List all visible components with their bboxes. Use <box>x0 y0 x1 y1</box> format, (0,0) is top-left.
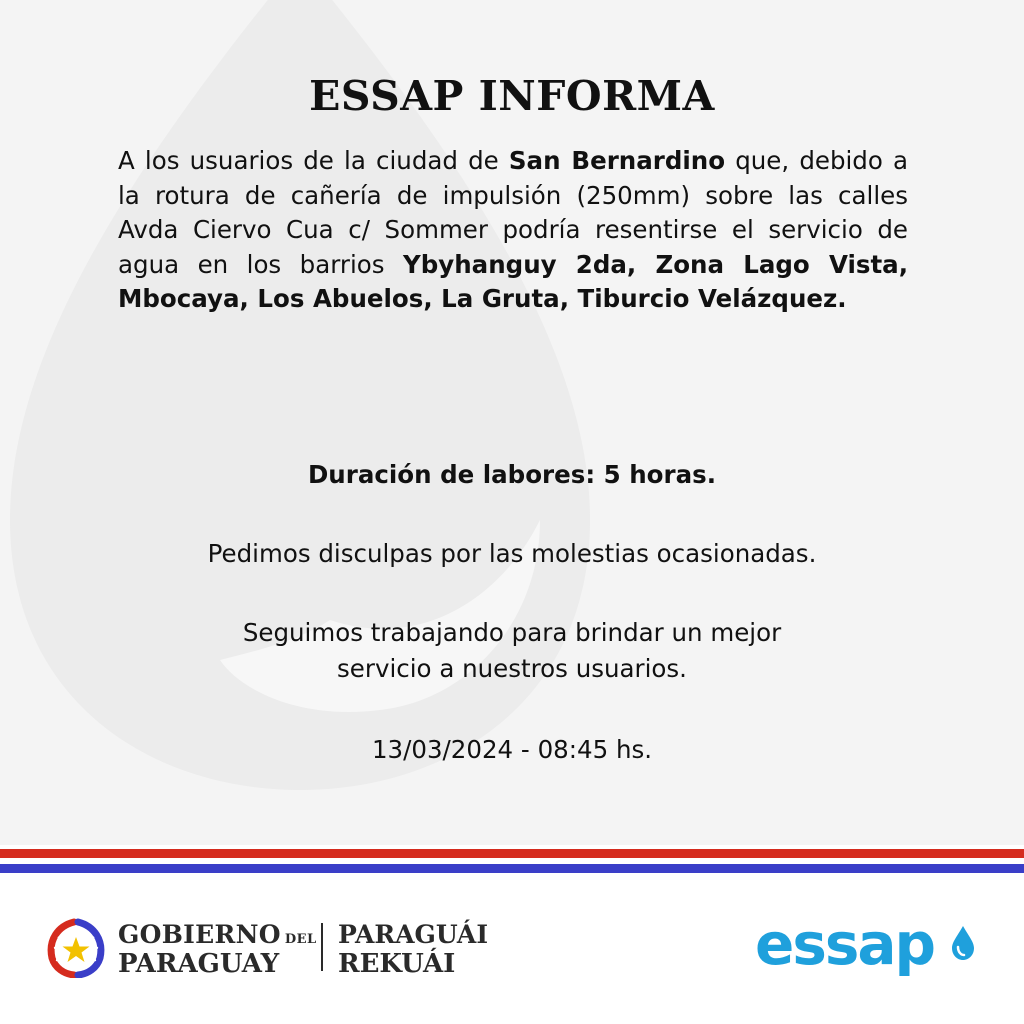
essap-logo: essap <box>755 910 935 978</box>
affected-neighborhoods: Ybyhanguy 2da, Zona Lago Vista, Mbocaya, Los Abuelos, La Gruta, Tiburcio Velázquez. <box>118 249 909 313</box>
government-name-line-1 <box>118 920 317 949</box>
flag-stripe-blue <box>0 864 1024 873</box>
city-name: San Bernardino <box>508 146 726 175</box>
notice-datetime: 13/03/2024 - 08:45 hs. <box>371 735 653 764</box>
apology-text: Pedimos disculpas por las molestias ocasionadas. <box>207 539 817 568</box>
government-name-line-2: PARAGUAY <box>118 949 280 979</box>
footer-divider <box>321 923 323 971</box>
government-word: GOBIERNO <box>118 920 281 949</box>
commitment-text <box>0 615 1024 687</box>
commitment-line-2: servicio a nuestros usuarios. <box>337 654 687 683</box>
body-intro: A los usuarios de la ciudad de <box>118 146 509 175</box>
commitment-line-1: Seguimos trabajando para brindar un mejor <box>242 618 782 647</box>
flag-stripe-red <box>0 849 1024 858</box>
work-duration: Duración de labores: 5 horas. <box>307 460 717 489</box>
slogan-line-1: PARAGUÁI <box>338 920 489 949</box>
slogan-line-2: REKUÁI <box>338 949 456 979</box>
body-detail: que, debido a la rotura de cañería de impulsión (250mm) sobre las calles Avda Ciervo Cua c/ Sommer podría resentirse el servicio de agua en los barrios <box>118 146 909 279</box>
paraguay-seal-icon <box>44 918 108 978</box>
water-drop-icon <box>950 925 976 961</box>
footer <box>0 873 1024 1024</box>
government-del: DEL <box>284 932 317 947</box>
notice-title: ESSAP INFORMA <box>309 72 715 120</box>
notice-body <box>118 144 908 317</box>
